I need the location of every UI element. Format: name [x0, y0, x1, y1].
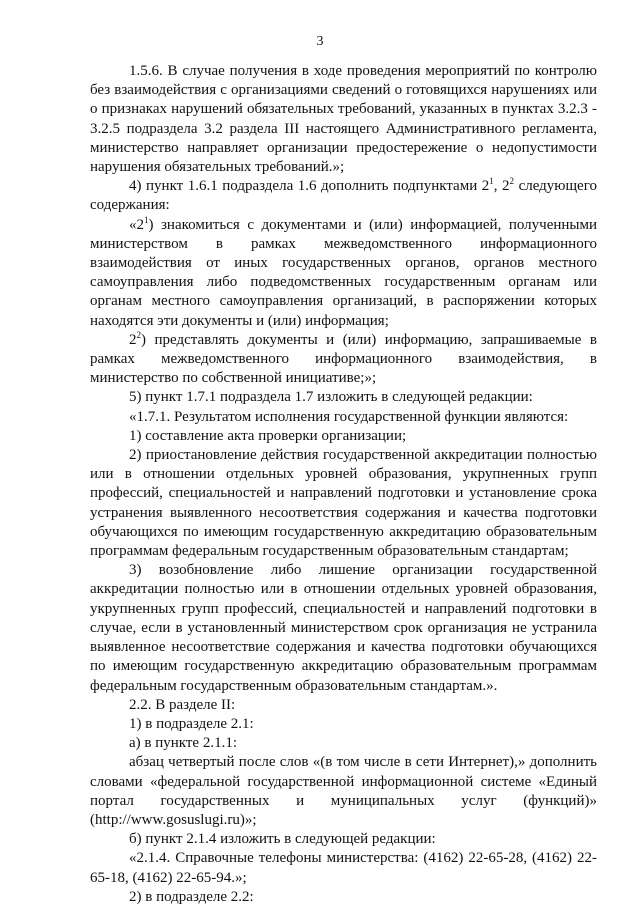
- paragraph-subitem-2-2: [90, 331, 597, 389]
- paragraph-item-1: 1) в подразделе 2.1:: [129, 715, 254, 732]
- paragraph-text: ) представлять документы и (или) информацию, запрашиваемые в рамках межведомственного информационного взаимодействия, в министерство по собственной инициативе;»;: [90, 331, 597, 387]
- paragraph-item-5: 5) пункт 1.7.1 подраздела 1.7 изложить в следующей редакции:: [129, 389, 533, 406]
- paragraph-result-3: 3) возобновление либо лишение организации государственной аккредитации полностью или в отношении отдельных уровней образования, укрупненных групп профессий, специальностей и направлений подготовки в случае, если в установленный министерством срок организация не устранила выявленное несоответствие содержания и качества подготовки обучающихся по имеющим государственную аккредитацию образовательным программам федеральным государственным образовательным стандартам.».: [90, 562, 597, 694]
- paragraph-item-4: [90, 177, 597, 215]
- paragraph-text: 2: [129, 331, 137, 348]
- document-body: [90, 62, 597, 907]
- paragraph-2-2: 2.2. В разделе II:: [129, 696, 236, 713]
- paragraph-1-5-6: 1.5.6. В случае получения в ходе проведения мероприятий по контролю без взаимодействия с организациями сведений о готовящихся нарушениях или о признаках нарушений обязательных требований, указанных в пунктах 3.2.3 - 3.2.5 подраздела 3.2 раздела III настоящего Административного регламента, министерство направляет организации предостережение о недопустимости нарушения обязательных требований.»;: [90, 63, 597, 176]
- paragraph-result-1: 1) составление акта проверки организации;: [129, 427, 407, 444]
- paragraph-abzac: абзац четвертый после слов «(в том числе в сети Интернет),» дополнить словами «федеральной государственной информационной системе «Единый портал государственных и муниципальных услуг (функций)» (http://www.gosuslugi.ru)»;: [90, 754, 597, 828]
- paragraph-result-2: 2) приостановление действия государственной аккредитации полностью или в отношении отдельных уровней образования, укрупненных групп профессий, специальностей и направлений подготовки и установление срока устранения выявленного несоответствия содержания и качества подготовки обучающихся по имеющим государственную аккредитацию образовательным программам федеральным государственным образовательным стандартам;: [90, 447, 597, 560]
- paragraph-1-7-1: «1.7.1. Результатом исполнения государственной функции являются:: [129, 408, 569, 425]
- paragraph-text: «2: [129, 216, 144, 233]
- paragraph-subitem-b: б) пункт 2.1.4 изложить в следующей редакции:: [129, 831, 436, 848]
- superscript: 1: [144, 214, 149, 225]
- page-number: 3: [316, 34, 324, 49]
- paragraph-text: , 2: [493, 178, 510, 195]
- superscript: 2: [136, 329, 141, 340]
- paragraph-text: следующего содержания:: [90, 178, 597, 214]
- paragraph-item-2: 2) в подразделе 2.2:: [129, 888, 254, 905]
- paragraph-text: 4) пункт 1.6.1 подраздела 1.6 дополнить подпунктами 2: [129, 178, 490, 195]
- paragraph-subitem-a: а) в пункте 2.1.1:: [129, 735, 238, 752]
- paragraph-text: ) знакомиться с документами и (или) информацией, полученными министерством в рамках межведомственного информационного взаимодействия от иных государственных органов, органов местного самоуправления либо подведомственных государственным органам или органам местного самоуправления организаций, в распоряжении которых находятся эти документы и (или) информация;: [90, 216, 597, 329]
- superscript: 1: [489, 176, 494, 187]
- superscript: 2: [509, 176, 515, 187]
- paragraph-2-1-4: «2.1.4. Справочные телефоны министерства: (4162) 22-65-28, (4162) 22-65-18, (4162) 22-65-94.»;: [90, 850, 597, 886]
- paragraph-subitem-2-1: [90, 216, 597, 331]
